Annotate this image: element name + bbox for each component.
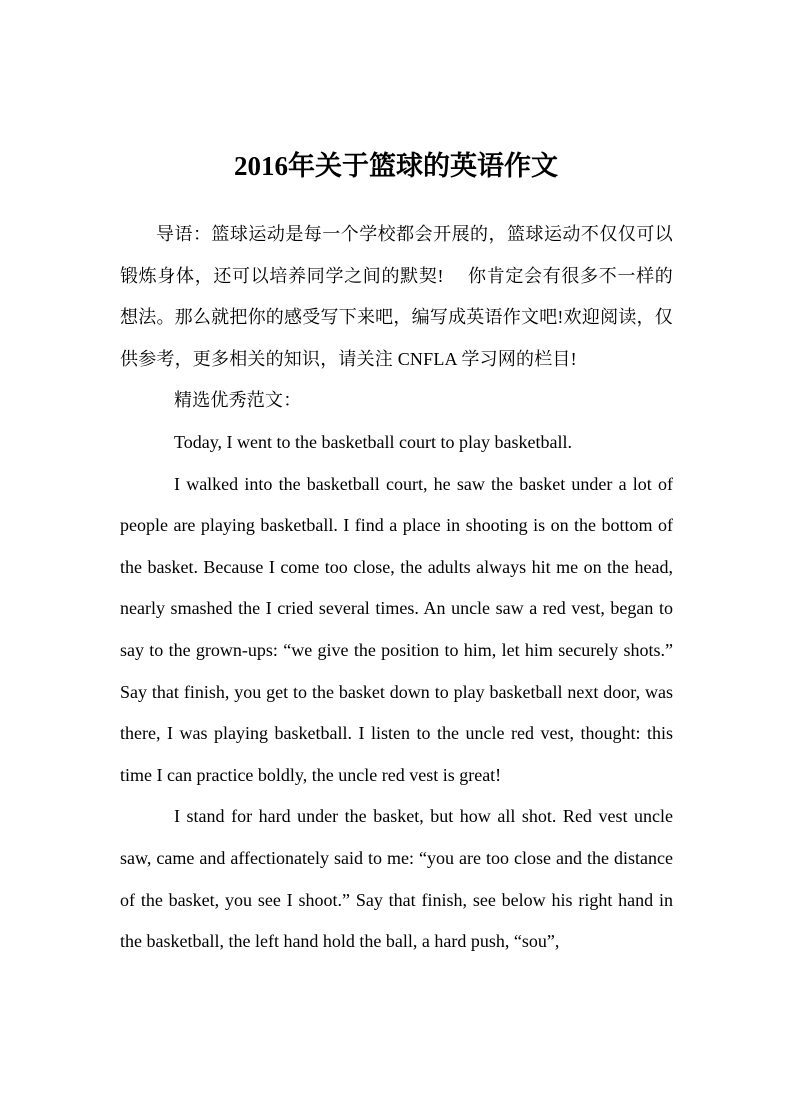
body-paragraph: I walked into the basketball court, he saw the basket under a lot of people are playing basketball. I find a place in shooting is on the bottom of the basket. Because I come too close, the adults always hit me on the head, nearly smashed the I cried several times. An uncle saw a red vest, began to say to the grown-ups: “we give the position to him, let him securely shots.” Say that finish, you get to the basket down to play basketball next door, was there, I was playing basketball. I listen to the uncle red vest, thought: this time I can practice boldly, the uncle red vest is great!	[120, 473, 673, 785]
document-title: 2016年关于篮球的英语作文	[234, 151, 558, 181]
intro-paragraph: 导语：篮球运动是每一个学校都会开展的，篮球运动不仅仅可以锻炼身体，还可以培养同学之间的默契! 你肯定会有很多不一样的想法。那么就把你的感受写下来吧，编写成英语作文吧!欢迎阅读，仅供参考，更多相关的知识，请关注 CNFLA 学习网的栏目!	[120, 224, 673, 369]
section-label: 精选优秀范文：	[174, 390, 302, 411]
document-body	[120, 214, 673, 963]
body-paragraph: Today, I went to the basketball court to play basketball.	[174, 431, 572, 452]
body-paragraph: I stand for hard under the basket, but how all shot. Red vest uncle saw, came and affectionately said to me: “you are too close and the distance of the basket, you see I shoot.” Say that finish, see below his right hand in the basketball, the left hand hold the ball, a hard push, “sou”,	[120, 806, 673, 952]
